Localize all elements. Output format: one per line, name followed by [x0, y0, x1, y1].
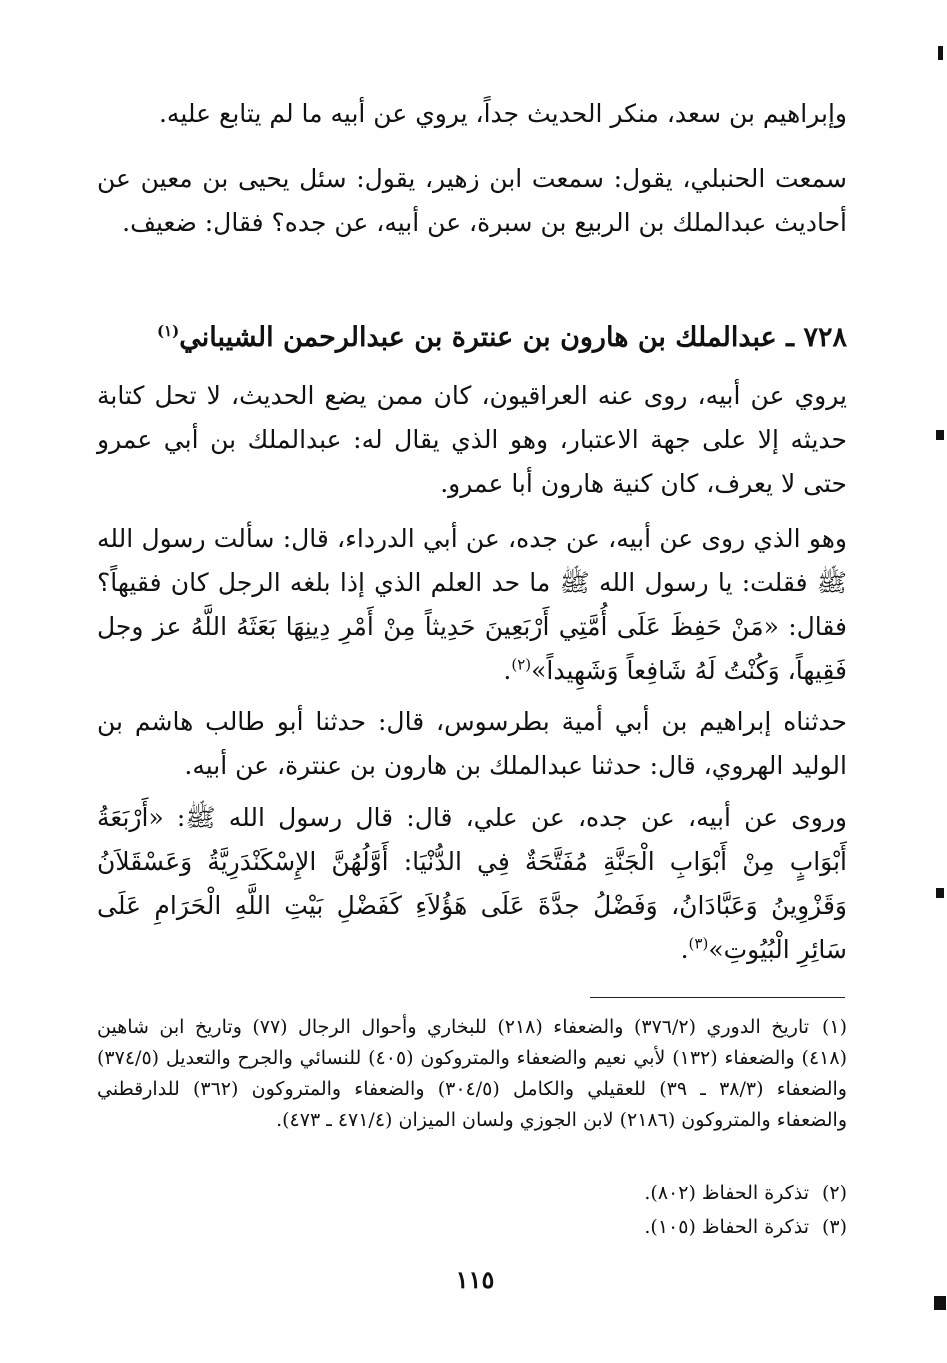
- footnote-2: [97, 1178, 847, 1209]
- margin-mark: [934, 1296, 946, 1310]
- paragraph-2: سمعت الحنبلي، يقول: سمعت ابن زهير، يقول: سئل يحيى بن معين عن أحاديث عبدالملك بن الربيع بن سبرة، عن أبيه، عن جده؟ فقال: ضعيف.: [97, 164, 847, 237]
- margin-mark: [936, 888, 944, 898]
- entry-paragraph-2-text: وهو الذي روى عن أبيه، عن جده، عن أبي الدرداء، قال: سألت رسول الله ﷺ فقلت: يا رسول الله ﷺ ما حد العلم الذي إذا بلغه الرجل كان فقيهاً؟ فقال: «مَنْ حَفِظَ عَلَى أُمَّتِي أَرْبَعِينَ حَدِيثاً مِنْ أَمْرِ دِينِهَا بَعَثَهُ اللَّهُ عز وجل فَقِيهاً، وَكُنْتُ لَهُ شَافِعاً وَشَهِيداً»: [97, 524, 848, 685]
- footnote-ref-3: (٣): [688, 934, 709, 953]
- footnote-divider: [590, 997, 845, 998]
- footnote-text: تذكرة الحفاظ (٨٠٢).: [644, 1182, 809, 1204]
- footnote-number: (١): [821, 1016, 848, 1038]
- entry-title: ٧٢٨ ـ عبدالملك بن هارون بن عنترة بن عبدالرحمن الشيباني: [179, 322, 847, 353]
- footnote-number: (٢): [821, 1182, 847, 1204]
- footnote-ref-2: (٢): [511, 655, 532, 674]
- entry-paragraph-2: [97, 517, 847, 693]
- footnote-number: (٣): [821, 1216, 847, 1238]
- margin-mark: [938, 46, 943, 60]
- entry-paragraph-3: حدثناه إبراهيم بن أبي أمية بطرسوس، قال: حدثنا أبو طالب هاشم بن الوليد الهروي، قال: حدثنا عبدالملك بن هارون بن عنترة، عن أبيه.: [97, 707, 847, 780]
- entry-paragraph-4: [97, 796, 847, 972]
- paragraph-1: وإبراهيم بن سعد، منكر الحديث جداً، يروي عن أبيه ما لم يتابع عليه.: [158, 99, 847, 128]
- footnote-text: تذكرة الحفاظ (١٠٥).: [644, 1216, 809, 1238]
- margin-mark: [936, 430, 944, 440]
- entry-paragraph-4-text: وروى عن أبيه، عن جده، عن علي، قال: قال رسول الله ﷺ: «أَرْبَعَةُ أَبْوَابٍ مِنْ أَبْوَابِ الْجَنَّةِ مُفَتَّحَةٌ فِي الدُّنْيَا: أَوَّلُهُنَّ الإِسْكَنْدَرِيَّةُ وَعَسْقَلاَنُ وَقَزْوِينُ وَعَبَّادَانُ، وَفَضْلُ جدَّةَ عَلَى هَؤُلاَءِ كَفَضْلِ بَيْتِ اللَّهِ الْحَرَامِ عَلَى سَائِرِ الْبُيُوتِ»: [97, 803, 847, 964]
- heading-footnote-ref: (١): [156, 322, 180, 340]
- footnote-3: [97, 1212, 847, 1243]
- entry-paragraph-1: يروي عن أبيه، روى عنه العراقيون، كان ممن يضع الحديث، لا تحل كتابة حديثه إلا على جهة الاعتبار، وهو الذي يقال له: عبدالملك بن أبي عمرو حتى لا يعرف، كان كنية هارون أبا عمرو.: [97, 381, 847, 498]
- footnote-1: [97, 1012, 847, 1136]
- end-dot: .: [680, 935, 689, 964]
- footnote-text: تاريخ الدوري (٣٧٦/٢) والضعفاء (٢١٨) للبخاري وأحوال الرجال (٧٧) وتاريخ ابن شاهين (٤١٨) والضعفاء (١٣٢) لأبي نعيم والضعفاء والمتروكون (٤٠٥) للنسائي والجرح والتعديل (٣٧٤/٥) والضعفاء (٣٨/٣ ـ ٣٩) للعقيلي والكامل (٣٠٤/٥) والضعفاء والمتروكون (٣٦٢) للدارقطني والضعفاء والمتروكون (٢١٨٦) لابن الجوزي ولسان الميزان (٤٧١/٤ ـ ٤٧٣).: [97, 1016, 847, 1131]
- end-dot: .: [503, 656, 512, 685]
- page-number: ١١٥: [455, 1265, 495, 1294]
- entry-heading: [97, 316, 847, 360]
